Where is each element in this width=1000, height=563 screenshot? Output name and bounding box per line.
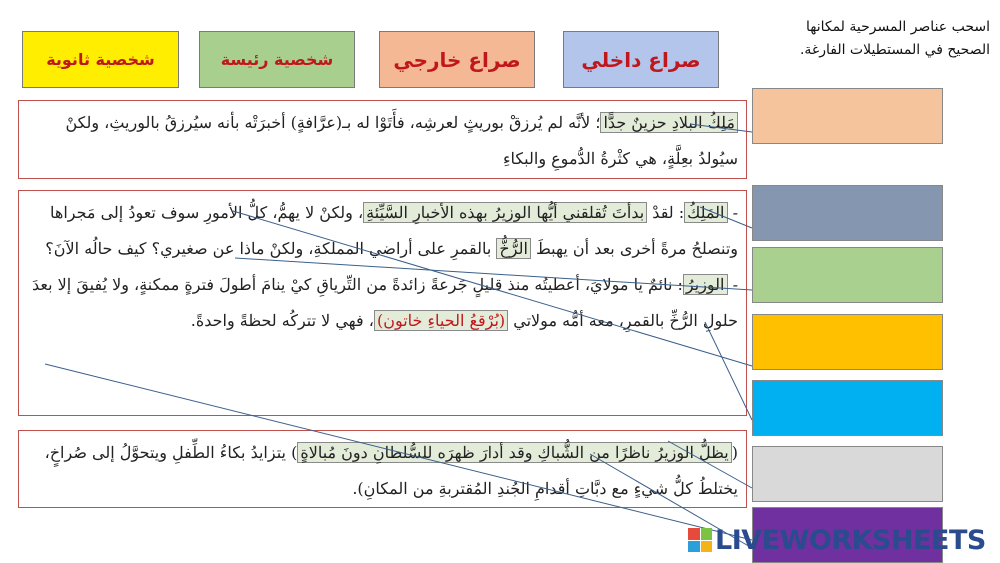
chip-external-conflict[interactable]: صراع خارجي bbox=[379, 31, 535, 88]
drop-zone-4[interactable] bbox=[752, 314, 943, 370]
drop-zone-2[interactable] bbox=[752, 185, 943, 241]
paragraph-1-text: ؛ لأنَّه لم يُرزقْ بوريثٍ لعرشِه، فأَتَوْا له بـ(عرَّافةٍ) أخبرَتْه بأنه سيُرزقُ بالوريثِ، ولكنْ سيُولدُ بعِلَّةٍ، هي كثْرةُ الدُّموعِ والبكاءِ bbox=[65, 113, 738, 168]
dialogue-text-3: بالقمرِ على أراضي المملكةِ، ولكنْ ماذا عن صغيري؟ كيف حالُه الآنَ؟ bbox=[45, 239, 497, 258]
highlight-king: المَلِكُ bbox=[684, 202, 727, 223]
highlight-rukh: الرُّخُّ bbox=[496, 238, 530, 259]
highlight-queen: (بُرْقعُ الحياءِ خاتون) bbox=[374, 310, 508, 331]
drop-zone-5[interactable] bbox=[752, 380, 943, 436]
paragraph-3-text: ) يتزايدُ بكاءُ الطِّفلِ ويتحوَّلُ إلى صُراخٍ، يختلطُ كلُّ شيءٍ مع دبَّاتِ أقدامِ الجُندِ المُقتربةِ من المكانِ). bbox=[44, 443, 738, 498]
dialogue-text-5: ، فهي لا تتركُه لحظةً واحدةً. bbox=[190, 311, 374, 330]
drop-zone-6[interactable] bbox=[752, 446, 943, 502]
paragraph-3-open: ( bbox=[731, 443, 738, 462]
story-paragraph-1 bbox=[18, 100, 747, 179]
instructions bbox=[760, 16, 990, 62]
instructions-line-1: اسحب عناصر المسرحية لمكانها bbox=[805, 19, 990, 35]
highlight-worry: بدأتَ تُقلقني أيُّها الوزيرُ بهذه الأخبارِ السَّيِّئةِ bbox=[363, 202, 647, 223]
dialogue-text-2: ، ولكنْ لا يهمُّ، كلُّ الأمورِ سوف تعودُ إلى مَجراها وتنصلحُ مرةً أخرى بعد أن يهبطَ bbox=[50, 203, 738, 258]
dialogue-dash: - bbox=[727, 275, 738, 294]
chip-secondary-character[interactable]: شخصية ثانوية bbox=[22, 31, 179, 88]
dialogue-dash: - bbox=[727, 203, 738, 222]
logo-icon bbox=[688, 528, 712, 552]
story-paragraph-3 bbox=[18, 430, 747, 508]
liveworksheets-logo bbox=[688, 523, 986, 557]
highlight-vizier-window: يظلُّ الوزيرُ ناظرًا من الشُّباكِ وقد أدارَ ظهرَه للسُّلطانِ دونَ مُبالاةٍ bbox=[297, 442, 731, 463]
dialogue-text-1: : لقدْ bbox=[647, 203, 685, 222]
drop-zone-1[interactable] bbox=[752, 88, 943, 144]
chip-main-character[interactable]: شخصية رئيسة bbox=[199, 31, 355, 88]
drop-zone-3[interactable] bbox=[752, 247, 943, 303]
highlight-vizier: الوزيرُ bbox=[683, 274, 728, 295]
story-paragraph-2 bbox=[18, 190, 747, 416]
instructions-line-2: الصحيح في المستطيلات الفارغة. bbox=[799, 42, 990, 58]
chip-internal-conflict[interactable]: صراع داخلي bbox=[563, 31, 719, 88]
dialogue-text-4: : نائمٌ يا مولايَ، أعطيتُه منذ قليلٍ جَرعةً زائدةً من التِّرياقِ كيْ ينامَ أطولَ فترةٍ ممكنةٍ، ولا يُفيقَ إلا بعدَ حلولِ الرُّخِّ بالقمرِ، معه أمُّه مولاتي bbox=[32, 275, 738, 330]
highlight-sad-king: مَلِكُ البلادِ حزينٌ جدًّا bbox=[600, 112, 738, 133]
logo-text: LIVEWORKSHEETS bbox=[715, 524, 986, 556]
